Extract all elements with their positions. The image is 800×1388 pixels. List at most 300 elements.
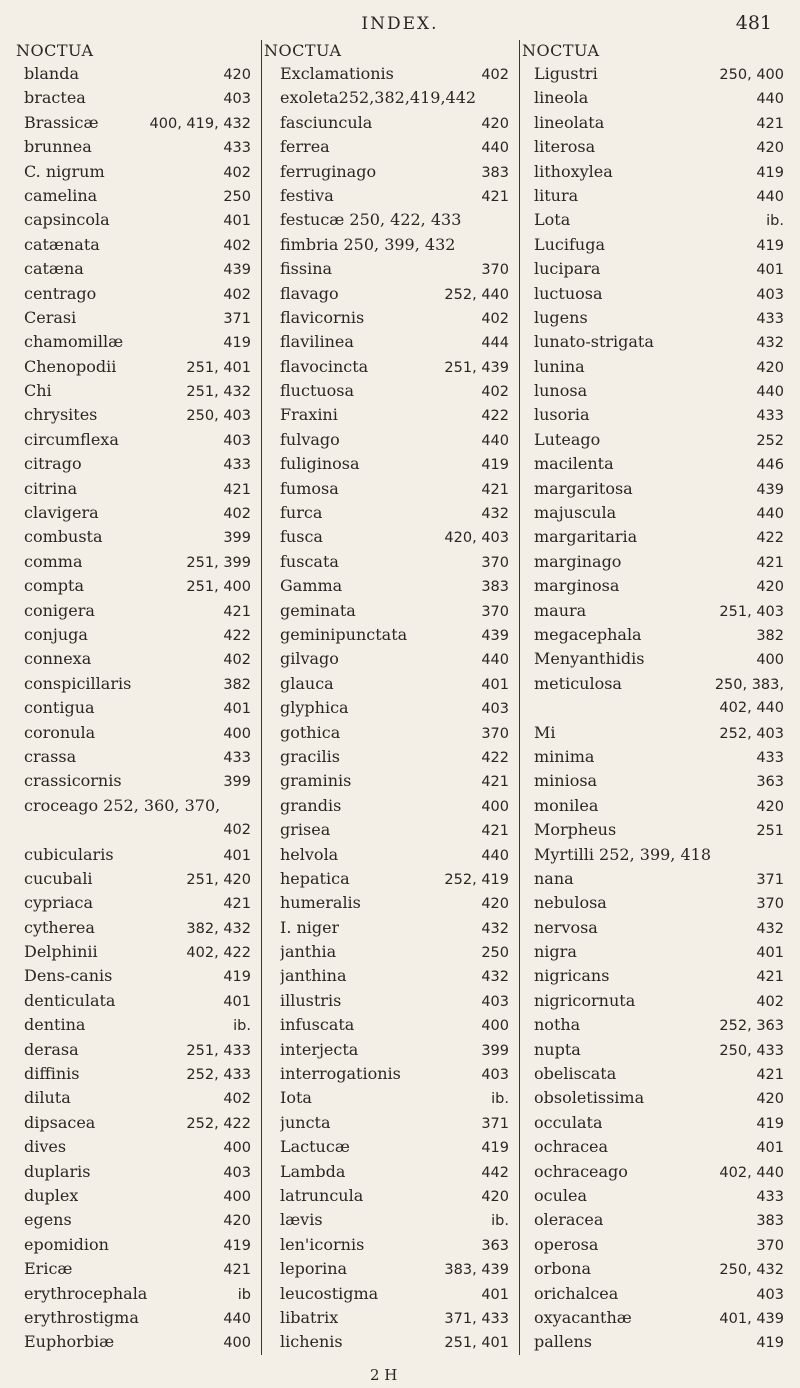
entry-term: lineolata bbox=[534, 112, 605, 132]
entry-term: maura bbox=[534, 600, 587, 620]
entry-term: monilea bbox=[534, 795, 599, 815]
entry-pages: 419 bbox=[756, 164, 784, 181]
index-entry bbox=[534, 672, 784, 696]
entry-pages: 432 bbox=[756, 920, 784, 937]
entry-term: brunnea bbox=[24, 137, 92, 157]
entry-term: latruncula bbox=[280, 1185, 364, 1205]
index-entry bbox=[534, 745, 784, 769]
index-entry bbox=[280, 891, 509, 915]
index-entry bbox=[534, 1062, 784, 1086]
entry-pages: 403 bbox=[481, 1067, 509, 1084]
entry-pages: 252, 440 bbox=[444, 286, 509, 303]
entry-term: orichalcea bbox=[534, 1283, 619, 1303]
entry-pages: 401 bbox=[223, 213, 251, 230]
entry-pages: 400 bbox=[481, 798, 509, 815]
entry-pages: 371 bbox=[223, 310, 251, 327]
entry-pages: 400 bbox=[223, 725, 251, 742]
entry-pages: 421 bbox=[223, 1262, 251, 1279]
index-entry bbox=[280, 574, 509, 598]
entry-pages: 370 bbox=[481, 262, 509, 279]
entry-term: fimbria 250, 399, 432 bbox=[280, 234, 456, 254]
index-entry bbox=[534, 111, 784, 135]
entry-term: juncta bbox=[280, 1112, 331, 1132]
column-heading: NOCTUA bbox=[16, 41, 94, 60]
index-entry bbox=[24, 574, 251, 598]
entry-term: contigua bbox=[24, 698, 95, 718]
entry-pages: 402 bbox=[756, 993, 784, 1010]
entry-term: croceago 252, 360, 370, bbox=[24, 795, 221, 815]
entry-pages: 252, 422 bbox=[186, 1115, 251, 1132]
entry-pages: 433 bbox=[756, 749, 784, 766]
entry-term: occulata bbox=[534, 1112, 603, 1132]
entry-pages: 363 bbox=[756, 774, 784, 791]
entry-term: lævis bbox=[280, 1210, 323, 1230]
entry-term: minima bbox=[534, 746, 595, 766]
entry-term: flavilinea bbox=[280, 332, 354, 352]
index-entry bbox=[534, 647, 784, 671]
entry-term: marginago bbox=[534, 551, 622, 571]
index-entry bbox=[24, 330, 251, 354]
entry-pages: 251 bbox=[756, 823, 784, 840]
entry-term: leucostigma bbox=[280, 1283, 379, 1303]
entry-term: leporina bbox=[280, 1259, 348, 1279]
entry-pages: 419 bbox=[223, 335, 251, 352]
index-entry bbox=[280, 696, 509, 720]
entry-pages: 422 bbox=[223, 627, 251, 644]
index-entry bbox=[280, 452, 509, 476]
entry-pages: 250, 432 bbox=[719, 1262, 784, 1279]
entry-term: crassa bbox=[24, 746, 77, 766]
entry-term: catænata bbox=[24, 234, 100, 254]
index-entry bbox=[24, 550, 251, 574]
index-entry bbox=[280, 1257, 509, 1281]
index-entry bbox=[534, 1257, 784, 1281]
entry-pages: 420 bbox=[756, 140, 784, 157]
index-entry bbox=[24, 135, 251, 159]
entry-term: flavago bbox=[280, 283, 339, 303]
index-entry bbox=[534, 794, 784, 818]
index-entry bbox=[280, 282, 509, 306]
entry-term: grisea bbox=[280, 820, 331, 840]
index-entry bbox=[280, 501, 509, 525]
entry-pages: 402 bbox=[223, 506, 251, 523]
entry-term: megacephala bbox=[534, 624, 642, 644]
entry-pages: 251, 439 bbox=[444, 359, 509, 376]
entry-pages: 250, 400 bbox=[719, 67, 784, 83]
entry-pages: 382 bbox=[756, 627, 784, 644]
entry-term: geminipunctata bbox=[280, 624, 408, 644]
entry-term: festiva bbox=[280, 185, 334, 205]
entry-pages: 421 bbox=[481, 481, 509, 498]
entry-term: Lambda bbox=[280, 1161, 346, 1181]
index-entry bbox=[24, 160, 251, 184]
entry-term: ochraceago bbox=[534, 1161, 628, 1181]
entry-term: flavicornis bbox=[280, 307, 365, 327]
entry-term: Mi bbox=[534, 722, 556, 742]
index-entry bbox=[534, 1013, 784, 1037]
entry-pages: 400 bbox=[756, 652, 784, 669]
entry-term: Dens-canis bbox=[24, 966, 113, 986]
entry-term: ochracea bbox=[534, 1137, 609, 1157]
index-entry bbox=[534, 1184, 784, 1208]
index-entry bbox=[280, 940, 509, 964]
entry-term: Chi bbox=[24, 381, 52, 401]
index-entry bbox=[534, 233, 784, 257]
entry-term: exoleta252,382,419,442 bbox=[280, 88, 477, 108]
entry-term: Menyanthidis bbox=[534, 649, 645, 669]
column-heading: NOCTUA bbox=[522, 41, 600, 60]
index-entry bbox=[534, 525, 784, 549]
index-entry bbox=[24, 86, 251, 110]
index-entry bbox=[24, 818, 251, 842]
index-entry bbox=[24, 1330, 251, 1354]
entry-term: bractea bbox=[24, 88, 86, 108]
index-entry bbox=[280, 647, 509, 671]
entry-pages: 252, 403 bbox=[719, 725, 784, 742]
index-entry bbox=[280, 1208, 509, 1232]
index-entry bbox=[534, 623, 784, 647]
entry-term: Delphinii bbox=[24, 942, 98, 962]
entry-term: glauca bbox=[280, 673, 334, 693]
entry-pages: 383 bbox=[756, 1213, 784, 1230]
entry-term: erythrostigma bbox=[24, 1307, 139, 1327]
entry-pages: ib. bbox=[766, 213, 784, 230]
entry-pages: 421 bbox=[481, 188, 509, 205]
index-entry bbox=[24, 1184, 251, 1208]
index-entry bbox=[280, 1135, 509, 1159]
entry-term: janthia bbox=[280, 942, 337, 962]
index-entry bbox=[24, 1038, 251, 1062]
entry-term: pallens bbox=[534, 1332, 592, 1352]
entry-pages: 440 bbox=[481, 652, 509, 669]
index-entry bbox=[24, 891, 251, 915]
entry-pages: 432 bbox=[481, 969, 509, 986]
index-entry bbox=[24, 184, 251, 208]
entry-term: coronula bbox=[24, 722, 96, 742]
entry-term: gracilis bbox=[280, 746, 340, 766]
entry-term: connexa bbox=[24, 649, 92, 669]
index-entry bbox=[534, 599, 784, 623]
entry-pages: 419 bbox=[756, 1115, 784, 1132]
entry-term: geminata bbox=[280, 600, 356, 620]
index-entry bbox=[280, 1086, 509, 1110]
entry-term: len'icornis bbox=[280, 1234, 365, 1254]
entry-pages: 433 bbox=[223, 749, 251, 766]
entry-term: circumflexa bbox=[24, 429, 119, 449]
index-entry bbox=[24, 379, 251, 403]
entry-term: interrogationis bbox=[280, 1064, 401, 1084]
entry-pages: 383 bbox=[481, 164, 509, 181]
entry-pages: 402, 422 bbox=[186, 945, 251, 962]
entry-term: nigricornuta bbox=[534, 990, 636, 1010]
entry-term: Iota bbox=[280, 1088, 312, 1108]
entry-term: fusca bbox=[280, 527, 323, 547]
entry-pages: 440 bbox=[223, 1310, 251, 1327]
index-entry bbox=[24, 208, 251, 232]
index-entry bbox=[24, 696, 251, 720]
entry-pages: 421 bbox=[481, 774, 509, 791]
entry-pages: 383 bbox=[481, 579, 509, 596]
entry-pages: 252 bbox=[756, 432, 784, 449]
entry-term: litura bbox=[534, 185, 579, 205]
index-entry bbox=[280, 745, 509, 769]
entry-pages: 402, 440 bbox=[719, 1164, 784, 1181]
entry-pages: 250 bbox=[481, 945, 509, 962]
entry-pages: 402, 440 bbox=[719, 700, 784, 717]
entry-pages: 440 bbox=[756, 188, 784, 205]
index-entry bbox=[280, 916, 509, 940]
index-entry bbox=[280, 306, 509, 330]
entry-pages: 370 bbox=[481, 554, 509, 571]
entry-term: comma bbox=[24, 551, 83, 571]
entry-pages: 382 bbox=[223, 676, 251, 693]
entry-term: citrago bbox=[24, 454, 82, 474]
index-entry bbox=[534, 916, 784, 940]
index-entry bbox=[534, 843, 784, 867]
entry-term: fasciuncula bbox=[280, 112, 373, 132]
entry-pages: 251, 403 bbox=[719, 603, 784, 620]
index-entry bbox=[24, 452, 251, 476]
entry-pages: 401 bbox=[223, 993, 251, 1010]
entry-pages: 421 bbox=[223, 481, 251, 498]
entry-pages: 420 bbox=[756, 1091, 784, 1108]
entry-pages: 433 bbox=[756, 408, 784, 425]
index-entry bbox=[24, 1013, 251, 1037]
entry-term: citrina bbox=[24, 478, 78, 498]
index-entry bbox=[534, 379, 784, 403]
index-entry bbox=[280, 233, 509, 257]
entry-term: conigera bbox=[24, 600, 95, 620]
index-entry bbox=[534, 160, 784, 184]
entry-pages: 403 bbox=[223, 91, 251, 108]
entry-pages: 440 bbox=[481, 847, 509, 864]
index-entry bbox=[534, 574, 784, 598]
index-entry bbox=[534, 891, 784, 915]
index-entry bbox=[534, 550, 784, 574]
entry-term: fuscata bbox=[280, 551, 339, 571]
entry-term: furca bbox=[280, 503, 323, 523]
entry-term: denticulata bbox=[24, 990, 116, 1010]
entry-pages: 440 bbox=[756, 91, 784, 108]
entry-pages: 371 bbox=[481, 1115, 509, 1132]
page-number: 481 bbox=[735, 12, 772, 34]
entry-pages: 433 bbox=[756, 1188, 784, 1205]
entry-pages: 399 bbox=[481, 1042, 509, 1059]
entry-pages: 401 bbox=[223, 701, 251, 718]
entry-pages: 420 bbox=[756, 798, 784, 815]
running-title: INDEX. bbox=[361, 14, 439, 34]
entry-pages: 402 bbox=[223, 164, 251, 181]
index-entry bbox=[534, 282, 784, 306]
entry-pages: 419 bbox=[223, 969, 251, 986]
entry-term: Euphorbiæ bbox=[24, 1332, 115, 1352]
index-entry bbox=[280, 86, 509, 110]
entry-term: meticulosa bbox=[534, 673, 622, 693]
index-entry bbox=[24, 1062, 251, 1086]
entry-term: literosa bbox=[534, 137, 596, 157]
entry-term: Cerasi bbox=[24, 307, 77, 327]
index-entry bbox=[24, 257, 251, 281]
entry-pages: 419 bbox=[756, 1335, 784, 1352]
index-entry bbox=[24, 964, 251, 988]
index-entry bbox=[534, 428, 784, 452]
entry-term: duplex bbox=[24, 1185, 79, 1205]
index-columns bbox=[16, 40, 784, 1355]
entry-pages: 371, 433 bbox=[444, 1310, 509, 1327]
index-entry bbox=[280, 1038, 509, 1062]
index-entry bbox=[534, 940, 784, 964]
index-entry bbox=[24, 623, 251, 647]
entry-pages: 399 bbox=[223, 774, 251, 791]
index-entry bbox=[24, 916, 251, 940]
entry-pages: 439 bbox=[223, 262, 251, 279]
entry-term: Ligustri bbox=[534, 64, 598, 83]
index-entry bbox=[280, 964, 509, 988]
entry-term: helvola bbox=[280, 844, 339, 864]
index-entry bbox=[24, 282, 251, 306]
entry-pages: 402 bbox=[223, 652, 251, 669]
index-entry bbox=[280, 355, 509, 379]
entry-pages: 432 bbox=[481, 506, 509, 523]
entry-term: ferrea bbox=[280, 137, 330, 157]
entry-term: obsoletissima bbox=[534, 1088, 645, 1108]
entry-term: lithoxylea bbox=[534, 161, 613, 181]
index-entry bbox=[24, 989, 251, 1013]
entry-term: operosa bbox=[534, 1234, 599, 1254]
entry-pages: 370 bbox=[756, 1237, 784, 1254]
index-entry bbox=[280, 1013, 509, 1037]
entry-pages: 250, 433 bbox=[719, 1042, 784, 1059]
index-entry bbox=[534, 86, 784, 110]
index-entry bbox=[24, 672, 251, 696]
entry-term: cypriaca bbox=[24, 893, 94, 913]
entry-pages: 440 bbox=[756, 384, 784, 401]
entry-term: I. niger bbox=[280, 917, 340, 937]
entry-term: diluta bbox=[24, 1088, 71, 1108]
entry-term: orbona bbox=[534, 1259, 591, 1279]
entry-pages: 403 bbox=[223, 1164, 251, 1181]
index-entry bbox=[280, 672, 509, 696]
index-entry bbox=[534, 208, 784, 232]
entry-pages: ib. bbox=[233, 1018, 251, 1035]
index-entry bbox=[534, 355, 784, 379]
entry-term: fuliginosa bbox=[280, 454, 360, 474]
index-entry bbox=[24, 1160, 251, 1184]
entry-pages: 382, 432 bbox=[186, 920, 251, 937]
entry-pages: 402 bbox=[223, 286, 251, 303]
index-entry bbox=[534, 1160, 784, 1184]
entry-pages: 433 bbox=[223, 140, 251, 157]
entry-pages: 399 bbox=[223, 530, 251, 547]
entry-pages: 401 bbox=[756, 945, 784, 962]
entry-pages: 440 bbox=[756, 506, 784, 523]
index-entry bbox=[534, 721, 784, 745]
entry-pages: 371 bbox=[756, 871, 784, 888]
index-entry bbox=[24, 525, 251, 549]
entry-pages: 403 bbox=[756, 1286, 784, 1303]
entry-pages: 433 bbox=[756, 310, 784, 327]
index-entry bbox=[280, 1282, 509, 1306]
index-entry bbox=[24, 477, 251, 501]
entry-term: crassicornis bbox=[24, 771, 122, 791]
index-entry bbox=[24, 355, 251, 379]
entry-pages: 370 bbox=[756, 896, 784, 913]
entry-term: interjecta bbox=[280, 1039, 359, 1059]
index-entry bbox=[280, 989, 509, 1013]
index-entry bbox=[534, 306, 784, 330]
index-entry bbox=[534, 257, 784, 281]
entry-pages: ib. bbox=[491, 1213, 509, 1230]
index-entry bbox=[280, 550, 509, 574]
entry-pages: 403 bbox=[756, 286, 784, 303]
entry-pages: 419 bbox=[756, 237, 784, 254]
entry-pages: 250, 403 bbox=[186, 408, 251, 425]
entry-term: conjuga bbox=[24, 624, 88, 644]
entry-term: capsincola bbox=[24, 210, 110, 230]
entry-term: fumosa bbox=[280, 478, 339, 498]
entry-term: dipsacea bbox=[24, 1112, 96, 1132]
entry-term: centrago bbox=[24, 283, 97, 303]
index-entry bbox=[534, 818, 784, 842]
entry-pages: 420 bbox=[756, 359, 784, 376]
entry-term: lugens bbox=[534, 307, 588, 327]
entry-term: illustris bbox=[280, 990, 342, 1010]
index-entry bbox=[534, 1208, 784, 1232]
entry-term: catæna bbox=[24, 259, 84, 279]
index-entry bbox=[534, 867, 784, 891]
index-entry bbox=[24, 745, 251, 769]
entry-term: Ericæ bbox=[24, 1259, 73, 1279]
entry-pages: 252, 363 bbox=[719, 1018, 784, 1035]
entry-pages: 251, 399 bbox=[186, 554, 251, 571]
entry-term: erythrocephala bbox=[24, 1283, 148, 1303]
index-entry bbox=[24, 1086, 251, 1110]
entry-pages: 402 bbox=[223, 1091, 251, 1108]
entry-pages: 421 bbox=[756, 554, 784, 571]
entry-term: Chenopodii bbox=[24, 356, 117, 376]
entry-pages: 432 bbox=[756, 335, 784, 352]
entry-pages: ib. bbox=[491, 1091, 509, 1108]
index-entry bbox=[280, 1062, 509, 1086]
entry-term: obeliscata bbox=[534, 1064, 617, 1084]
entry-term: lucipara bbox=[534, 259, 601, 279]
entry-pages: 422 bbox=[756, 530, 784, 547]
entry-pages: ib bbox=[237, 1286, 251, 1303]
index-entry bbox=[24, 1111, 251, 1135]
entry-pages: 439 bbox=[756, 481, 784, 498]
entry-term: camelina bbox=[24, 185, 98, 205]
entry-pages: 402 bbox=[223, 822, 251, 839]
index-entry bbox=[534, 501, 784, 525]
entry-pages: 419 bbox=[223, 1237, 251, 1254]
entry-pages: 402 bbox=[481, 67, 509, 83]
index-entry bbox=[280, 1184, 509, 1208]
entry-term: nervosa bbox=[534, 917, 598, 937]
entry-term: dives bbox=[24, 1137, 67, 1157]
entry-term: marginosa bbox=[534, 576, 620, 596]
entry-term: margaritosa bbox=[534, 478, 633, 498]
entry-term: hepatica bbox=[280, 868, 350, 888]
index-entry bbox=[24, 111, 251, 135]
entry-pages: 442 bbox=[481, 1164, 509, 1181]
index-entry bbox=[280, 769, 509, 793]
index-entry bbox=[280, 794, 509, 818]
entry-pages: 421 bbox=[223, 896, 251, 913]
entry-pages: 420, 403 bbox=[444, 530, 509, 547]
entry-term: derasa bbox=[24, 1039, 79, 1059]
index-entry bbox=[534, 477, 784, 501]
index-entry bbox=[534, 769, 784, 793]
